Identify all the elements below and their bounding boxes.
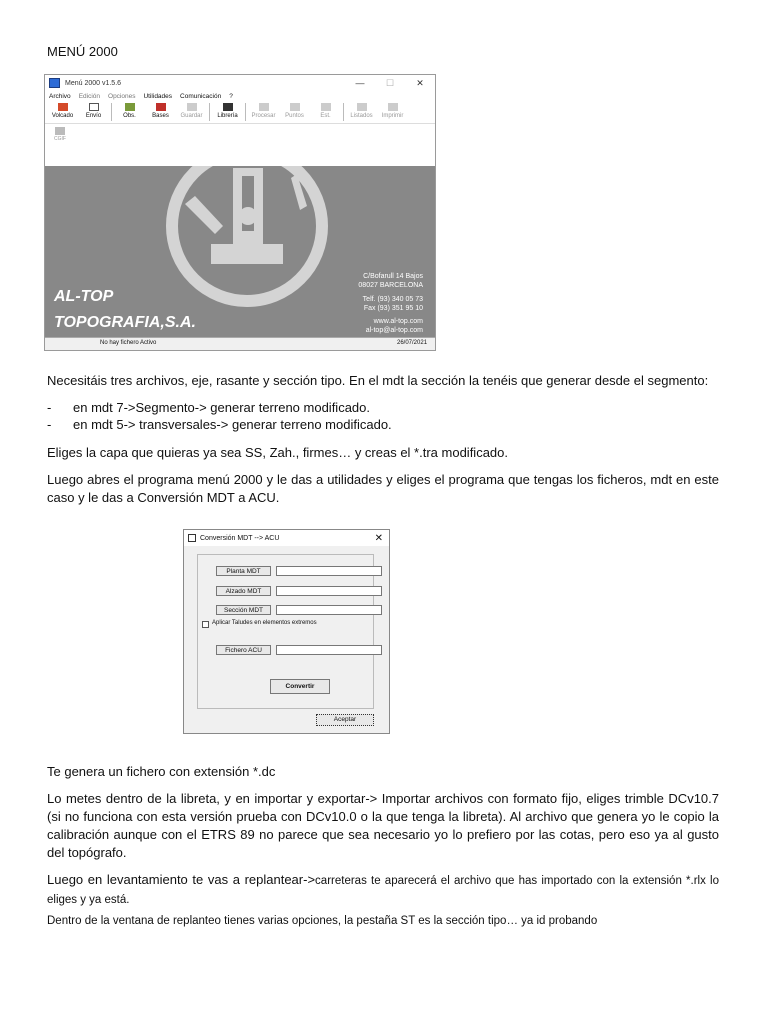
menu-comunicacion[interactable]: Comunicación xyxy=(180,92,222,100)
envio-button[interactable] xyxy=(78,101,109,123)
aceptar-button[interactable]: Aceptar xyxy=(316,714,374,726)
app-icon xyxy=(49,78,60,88)
paragraph xyxy=(47,871,719,909)
list-item-text: en mdt 7->Segmento-> generar terreno modificado. xyxy=(73,400,371,415)
dialog-title: Conversión MDT --> ACU xyxy=(200,534,280,542)
printer-icon xyxy=(388,103,398,111)
status-file: No hay fichero Activo xyxy=(100,340,157,346)
minimize-button[interactable]: — xyxy=(355,77,365,88)
phone-block xyxy=(363,295,423,313)
document-heading: MENÚ 2000 xyxy=(47,44,118,59)
brand-name: AL-TOP xyxy=(54,288,114,305)
paragraph: Luego abres el programa menú 2000 y le das a utilidades y eliges el programa que tengas los ficheros, mdt en este caso y le das a Conversión MDT a ACU. xyxy=(47,472,719,505)
puntos-label: Puntos xyxy=(285,113,304,119)
dialog-titlebar xyxy=(184,530,389,546)
guardar-button[interactable] xyxy=(176,101,207,123)
list-item xyxy=(47,416,392,434)
fichero-acu-button[interactable]: Fichero ACU xyxy=(216,645,271,655)
menu-archivo[interactable]: Archivo xyxy=(49,92,71,100)
paragraph: Eliges la capa que quieras ya sea SS, Zah., firmes… y creas el *.tra modificado. xyxy=(47,445,508,460)
libreria-button[interactable] xyxy=(212,101,243,123)
list-item-text: en mdt 5-> transversales-> generar terreno modificado. xyxy=(73,417,392,432)
list-bullet: - xyxy=(47,417,52,432)
volcado-button[interactable] xyxy=(47,101,78,123)
address-line: C/Bofarull 14 Bajos xyxy=(363,273,423,280)
menu2000-window xyxy=(44,74,436,351)
bases-label: Bases xyxy=(152,113,169,119)
obs-icon xyxy=(125,103,135,111)
planta-mdt-field[interactable] xyxy=(276,566,382,576)
conversion-dialog xyxy=(183,529,390,734)
paragraph: Dentro de la ventana de replanteo tienes varias opciones, la pestaña ST es la sección tipo… ya id probando xyxy=(47,915,598,927)
status-date: 26/07/2021 xyxy=(397,340,428,346)
phone-line: Telf. (93) 340 05 73 xyxy=(362,296,423,303)
est-icon xyxy=(321,103,331,111)
dialog-group xyxy=(197,554,374,709)
est-label: Est. xyxy=(320,113,331,119)
menu-opciones[interactable]: Opciones xyxy=(108,92,136,100)
web-block xyxy=(366,317,423,335)
window-title: Menú 2000 v1.5.6 xyxy=(65,79,122,87)
save-icon xyxy=(187,103,197,111)
maximize-button[interactable]: ☐ xyxy=(385,77,395,88)
paragraph: Necesitáis tres archivos, eje, rasante y sección tipo. En el mdt la sección la tenéis que generar desde el segmento: xyxy=(47,373,709,388)
procesar-label: Procesar xyxy=(251,113,276,119)
puntos-icon xyxy=(290,103,300,111)
libreria-icon xyxy=(223,103,233,111)
cgif-icon[interactable] xyxy=(55,127,65,135)
planta-mdt-button[interactable]: Planta MDT xyxy=(216,566,271,576)
window-titlebar xyxy=(45,75,435,91)
email: al-top@al-top.com xyxy=(365,327,423,334)
website: www.al-top.com xyxy=(373,318,423,325)
puntos-button[interactable] xyxy=(279,101,310,123)
alzado-mdt-field[interactable] xyxy=(276,586,382,596)
menu-edicion[interactable]: Edición xyxy=(78,92,101,100)
menu-help[interactable]: ? xyxy=(229,92,233,100)
menu-bar xyxy=(45,91,435,101)
guardar-label: Guardar xyxy=(180,113,203,119)
fichero-acu-field[interactable] xyxy=(276,645,382,655)
secondary-toolbar xyxy=(45,124,435,151)
paragraph: Te genera un fichero con extensión *.dc xyxy=(47,764,276,779)
libreria-label: Librería xyxy=(217,113,238,119)
imprimir-button[interactable] xyxy=(377,101,408,123)
bases-button[interactable] xyxy=(145,101,176,123)
list-bullet: - xyxy=(47,400,52,415)
listados-label: Listados xyxy=(350,113,373,119)
taludes-checkbox-label: Aplicar Taludes en elementos extremos xyxy=(212,620,317,626)
envelope-icon xyxy=(89,103,99,111)
taludes-checkbox[interactable] xyxy=(202,621,209,628)
envio-label: Envío xyxy=(85,113,102,119)
paragraph-part: Luego en levantamiento te vas a replantear-> xyxy=(47,872,316,887)
splash-panel xyxy=(45,166,435,338)
cgif-label: CGIF xyxy=(54,136,66,142)
procesar-icon xyxy=(259,103,269,111)
paragraph: Lo metes dentro de la libreta, y en importar y exportar-> Importar archivos con formato fijo, eliges trimble DCv10.7 (si no funciona con esta versión prueba con DCv10.0 o la que tenga la libreta). Al archivo que genera yo le copio la calibración aunque con el ETRS 89 no parece que sea necesario yo lo prefiero por las cotas, pero eso ya al gusto del topógrafo. xyxy=(47,791,719,860)
procesar-button[interactable] xyxy=(248,101,279,123)
volcado-icon xyxy=(58,103,68,111)
address-block xyxy=(358,272,423,290)
obs-label: Obs. xyxy=(123,113,136,119)
toolbar xyxy=(45,101,435,124)
seccion-mdt-button[interactable]: Sección MDT xyxy=(216,605,271,615)
paragraph-part: carreteras te aparecerá el archivo que has importado con la extensión *.rlx lo eliges y ya está. xyxy=(47,875,719,906)
close-button[interactable]: ✕ xyxy=(416,77,424,88)
imprimir-label: Imprimir xyxy=(381,113,404,119)
volcado-label: Volcado xyxy=(51,113,74,119)
bases-icon xyxy=(156,103,166,111)
list-item xyxy=(47,399,370,417)
listados-button[interactable] xyxy=(346,101,377,123)
menu-utilidades[interactable]: Utilidades xyxy=(143,92,173,100)
brand-subtitle: TOPOGRAFIA,S.A. xyxy=(54,314,196,331)
alzado-mdt-button[interactable]: Alzado MDT xyxy=(216,586,271,596)
address-line: 08027 BARCELONA xyxy=(358,282,423,289)
fax-line: Fax (93) 351 95 10 xyxy=(363,305,423,312)
seccion-mdt-field[interactable] xyxy=(276,605,382,615)
dialog-app-icon xyxy=(188,534,196,542)
dialog-close-button[interactable]: ✕ xyxy=(374,532,383,544)
status-bar xyxy=(45,337,435,350)
convertir-button[interactable]: Convertir xyxy=(270,679,330,694)
obs-button[interactable] xyxy=(114,101,145,123)
listados-icon xyxy=(357,103,367,111)
est-button[interactable] xyxy=(310,101,341,123)
